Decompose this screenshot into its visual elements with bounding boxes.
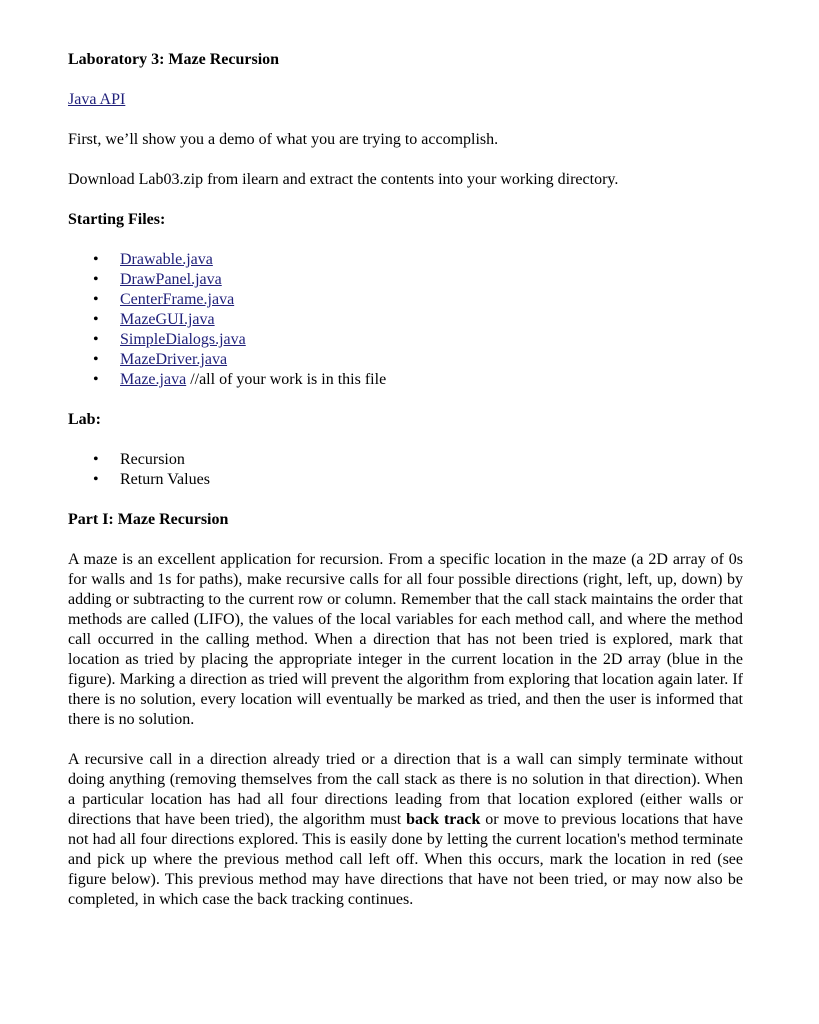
starting-files-list [68, 250, 743, 390]
list-item [68, 370, 743, 390]
list-item [68, 270, 743, 290]
bullet-icon: • [93, 251, 99, 268]
part1-paragraph-1: A maze is an excellent application for recursion. From a specific location in the maze (a 2D array of 0s for walls and 1s for paths), make recursive calls for all four possible directions (right, left, up, down) by adding or subtracting to the current row or column. Remember that the call stack maintains the order that methods are called (LIFO), the values of the local variables for each method call, and where the method call occurred in the calling method. When a direction that has not been tried is explored, mark that location as tried by placing the appropriate integer in the current location in the 2D array (blue in the figure). Marking a direction as tried will prevent the algorithm from exploring that location again later. If there is no solution, every location will eventually be marked as tried, and then the user is informed that there is no solution. [68, 551, 743, 728]
intro-text: First, we’ll show you a demo of what you are trying to accomplish. [68, 131, 499, 148]
file-link-centerframe[interactable]: CenterFrame.java [120, 291, 235, 308]
download-text: Download Lab03.zip from ilearn and extract the contents into your working directory. [68, 171, 619, 188]
back-track-term: back track [406, 811, 481, 828]
file-link-maze[interactable]: Maze.java [120, 371, 187, 388]
list-item [68, 350, 743, 370]
file-link-mazegui[interactable]: MazeGUI.java [120, 311, 215, 328]
bullet-icon: • [93, 351, 99, 368]
file-link-drawable[interactable]: Drawable.java [120, 251, 213, 268]
list-item [68, 310, 743, 330]
file-note: //all of your work is in this file [186, 371, 387, 388]
bullet-icon: • [93, 311, 99, 328]
list-item [68, 290, 743, 310]
part1-paragraph-2 [68, 750, 743, 910]
bullet-icon: • [93, 291, 99, 308]
page-title: Laboratory 3: Maze Recursion [68, 51, 280, 68]
bullet-icon: • [93, 271, 99, 288]
list-item [68, 250, 743, 270]
lab-heading: Lab: [68, 411, 101, 428]
bullet-icon: • [93, 451, 99, 468]
file-link-simpledialogs[interactable]: SimpleDialogs.java [120, 331, 246, 348]
file-link-drawpanel[interactable]: DrawPanel.java [120, 271, 222, 288]
part1-heading: Part I: Maze Recursion [68, 511, 229, 528]
bullet-icon: • [93, 331, 99, 348]
lab-topics-list [68, 450, 743, 490]
starting-files-heading: Starting Files: [68, 211, 166, 228]
java-api-link[interactable]: Java API [68, 91, 126, 108]
api-link-line [68, 90, 743, 110]
paragraph-text: or move to previous locations that have not had all four directions explored. This is easily done by letting the current location's method terminate and pick up where the previous method call left off. When this occurs, mark the location in red (see figure below). This previous method may have directions that have not been tried, or may now also be completed, in which case the back tracking continues. [68, 811, 744, 908]
list-item [68, 450, 743, 470]
lab-topic: Return Values [120, 471, 210, 488]
bullet-icon: • [93, 371, 99, 388]
paragraph-text: A recursive call in a direction already tried or a direction that is a wall can simply terminate without doing anything (removing themselves from the call stack as there is no solution in that direction). When a particular location has had all four directions leading from that location explored (either walls or directions that have been tried), the algorithm must [68, 751, 743, 828]
lab-topic: Recursion [120, 451, 185, 468]
bullet-icon: • [93, 471, 99, 488]
file-link-mazedriver[interactable]: MazeDriver.java [120, 351, 228, 368]
list-item [68, 330, 743, 350]
list-item [68, 470, 743, 490]
